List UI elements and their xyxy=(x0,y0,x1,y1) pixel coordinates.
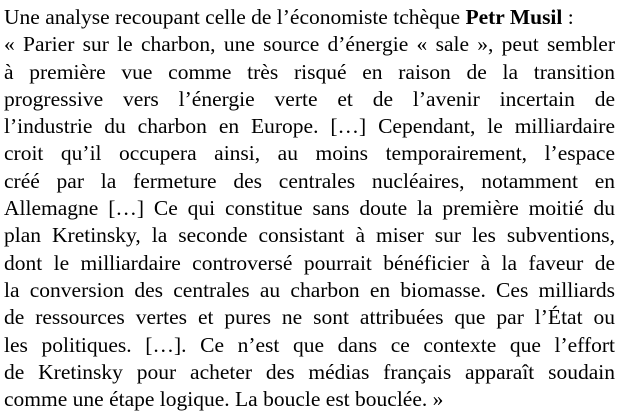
text-line-12: de ressources vertes et pures ne sont attribuées que par l’État ou xyxy=(4,305,615,330)
text-line-3: à première vue comme très risqué en raison de la transition xyxy=(4,59,615,84)
text-line-13: les politiques. […]. Ce n’est que dans ce contexte que l’effort xyxy=(4,332,615,357)
text-line-15: comme une étape logique. La boucle est bouclée. » xyxy=(4,387,444,412)
quote-paragraph xyxy=(4,4,615,413)
text-line-9: plan Kretinsky, la seconde consistant à miser sur les subventions, xyxy=(4,223,615,248)
text-line-14: de Kretinsky pour acheter des médias français apparaît soudain xyxy=(4,359,615,384)
intro-text: Une analyse recoupant celle de l’économiste tchèque xyxy=(4,5,461,29)
intro-colon: : xyxy=(562,5,574,29)
text-line-5: l’industrie du charbon en Europe. […] Cependant, le milliardaire xyxy=(4,114,615,139)
text-line-1 xyxy=(4,4,615,31)
text-line-11: la conversion des centrales au charbon en biomasse. Ces milliards xyxy=(4,277,615,302)
text-line-6: croit qu’il occupera ainsi, au moins temporairement, l’espace xyxy=(4,141,615,166)
text-line-4: progressive vers l’énergie verte et de l’avenir incertain de xyxy=(4,86,615,111)
text-line-8: Allemagne […] Ce qui constitue sans doute la première moitié du xyxy=(4,196,615,221)
author-name: Petr Musil xyxy=(465,5,563,29)
text-line-2: « Parier sur le charbon, une source d’énergie « sale », peut sembler xyxy=(4,32,615,57)
text-line-7: créé par la fermeture des centrales nucléaires, notamment en xyxy=(4,168,615,193)
text-line-10: dont le milliardaire controversé pourrait bénéficier à la faveur de xyxy=(4,250,615,275)
